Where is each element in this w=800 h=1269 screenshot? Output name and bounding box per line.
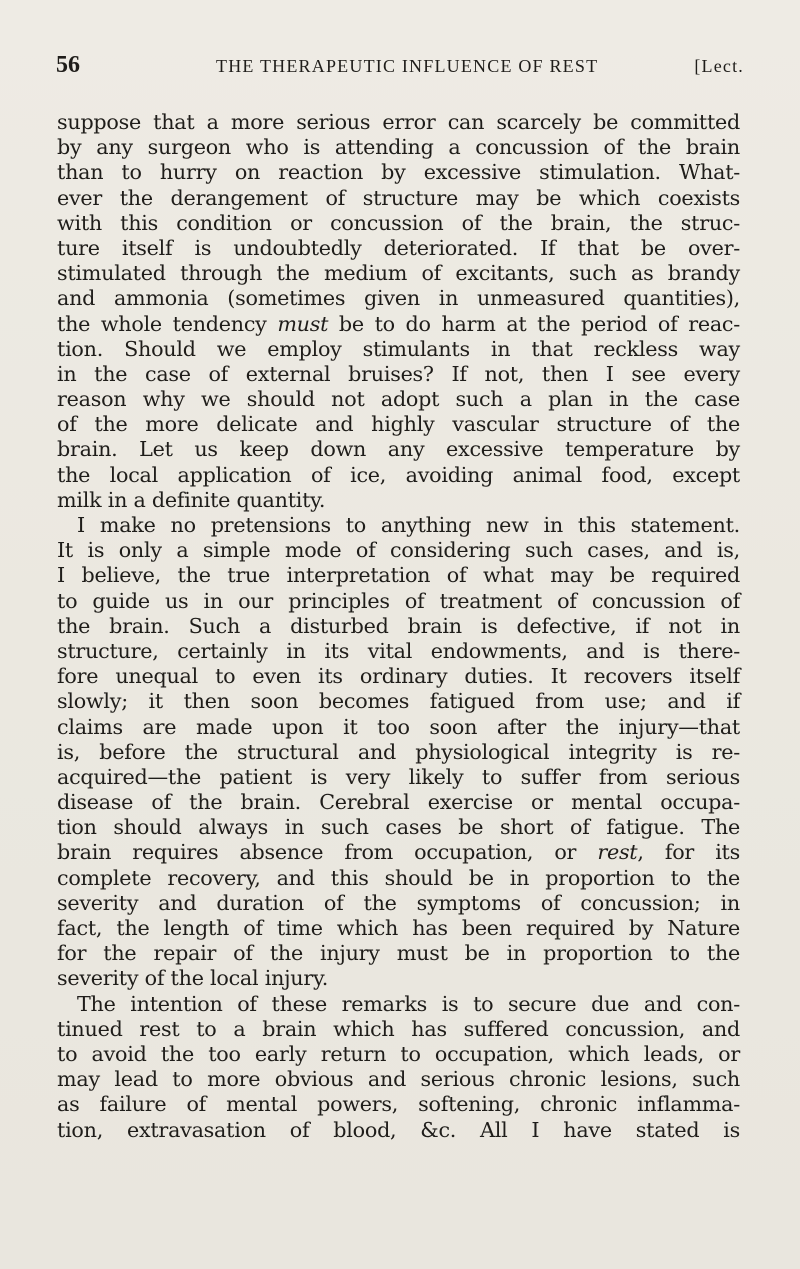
text-line: acquired—the patient is very likely to suffer from serious [57,764,740,789]
text-line: of the more delicate and highly vascular structure of the [57,412,740,437]
text-line: ture itself is undoubtedly deteriorated. If that be over- [57,235,740,260]
text-line: and ammonia (sometimes given in unmeasured quantities), [57,286,740,311]
text-line: may lead to more obvious and serious chronic lesions, such [57,1067,740,1092]
text-line: milk in a definite quantity. [57,487,326,512]
text-line: in the case of external bruises? If not, then I see every [57,361,740,386]
text-line: fore unequal to even its ordinary duties. It recovers itself [57,664,740,689]
text-line: brain. Let us keep down any excessive temperature by [57,437,740,462]
text-line: the local application of ice, avoiding animal food, except [57,462,740,487]
text-line: disease of the brain. Cerebral exercise or mental occupa- [57,790,740,815]
text-line: for the repair of the injury must be in proportion to the [57,941,740,966]
text-line: than to hurry on reaction by excessive stimulation. What- [57,160,740,185]
text-line: claims are made upon it too soon after the injury—that [57,714,740,739]
text-line: slowly; it then soon becomes fatigued from use; and if [57,689,740,714]
text-line: is, before the structural and physiological integrity is re- [57,739,740,764]
text-line: severity and duration of the symptoms of concussion; in [57,890,740,915]
text-line: by any surgeon who is attending a concussion of the brain [57,135,740,160]
text-line: tion should always in such cases be short of fatigue. The [57,815,740,840]
text-line: stimulated through the medium of excitants, such as brandy [57,261,740,286]
text-line: as failure of mental powers, softening, chronic inflamma- [57,1092,740,1117]
text-line: to guide us in our principles of treatment of concussion of [57,588,740,613]
text-line: The intention of these remarks is to secure due and con- [77,991,740,1016]
page-number: 56 [56,52,80,78]
text-line: to avoid the too early return to occupation, which leads, or [57,1041,740,1066]
text-line: severity of the local injury. [57,966,329,991]
text-line: fact, the length of time which has been required by Nature [57,916,740,940]
text-line: structure, certainly in its vital endowments, and is there- [57,638,740,663]
text-line: the brain. Such a disturbed brain is defective, if not in [57,613,740,638]
text-line: ever the derangement of structure may be which coexists [57,185,740,210]
text-line: reason why we should not adopt such a plan in the case [57,387,740,412]
running-section: [Lect. [694,56,744,76]
text-line: brain requires absence from occupation, or rest, for its [57,840,740,865]
text-line: It is only a simple mode of considering such cases, and is, [57,538,740,563]
running-header [56,52,746,86]
text-line: I believe, the true interpretation of what may be required [57,563,740,588]
text-line: suppose that a more serious error can scarcely be committed [57,110,740,134]
text-line: the whole tendency must be to do harm at the period of reac- [57,311,741,336]
text-line: complete recovery, and this should be in proportion to the [57,865,740,890]
body-text [57,110,740,1143]
text-line: tion, extravasation of blood, &c. All I have stated is [57,1117,740,1142]
text-line: with this condition or concussion of the brain, the struc- [57,210,740,235]
text-line: I make no pretensions to anything new in this statement. [77,513,740,537]
running-title: THE THERAPEUTIC INFLUENCE OF REST [216,56,599,76]
text-line: tion. Should we employ stimulants in that reckless way [57,336,740,361]
text-line: tinued rest to a brain which has suffered concussion, and [57,1016,740,1041]
